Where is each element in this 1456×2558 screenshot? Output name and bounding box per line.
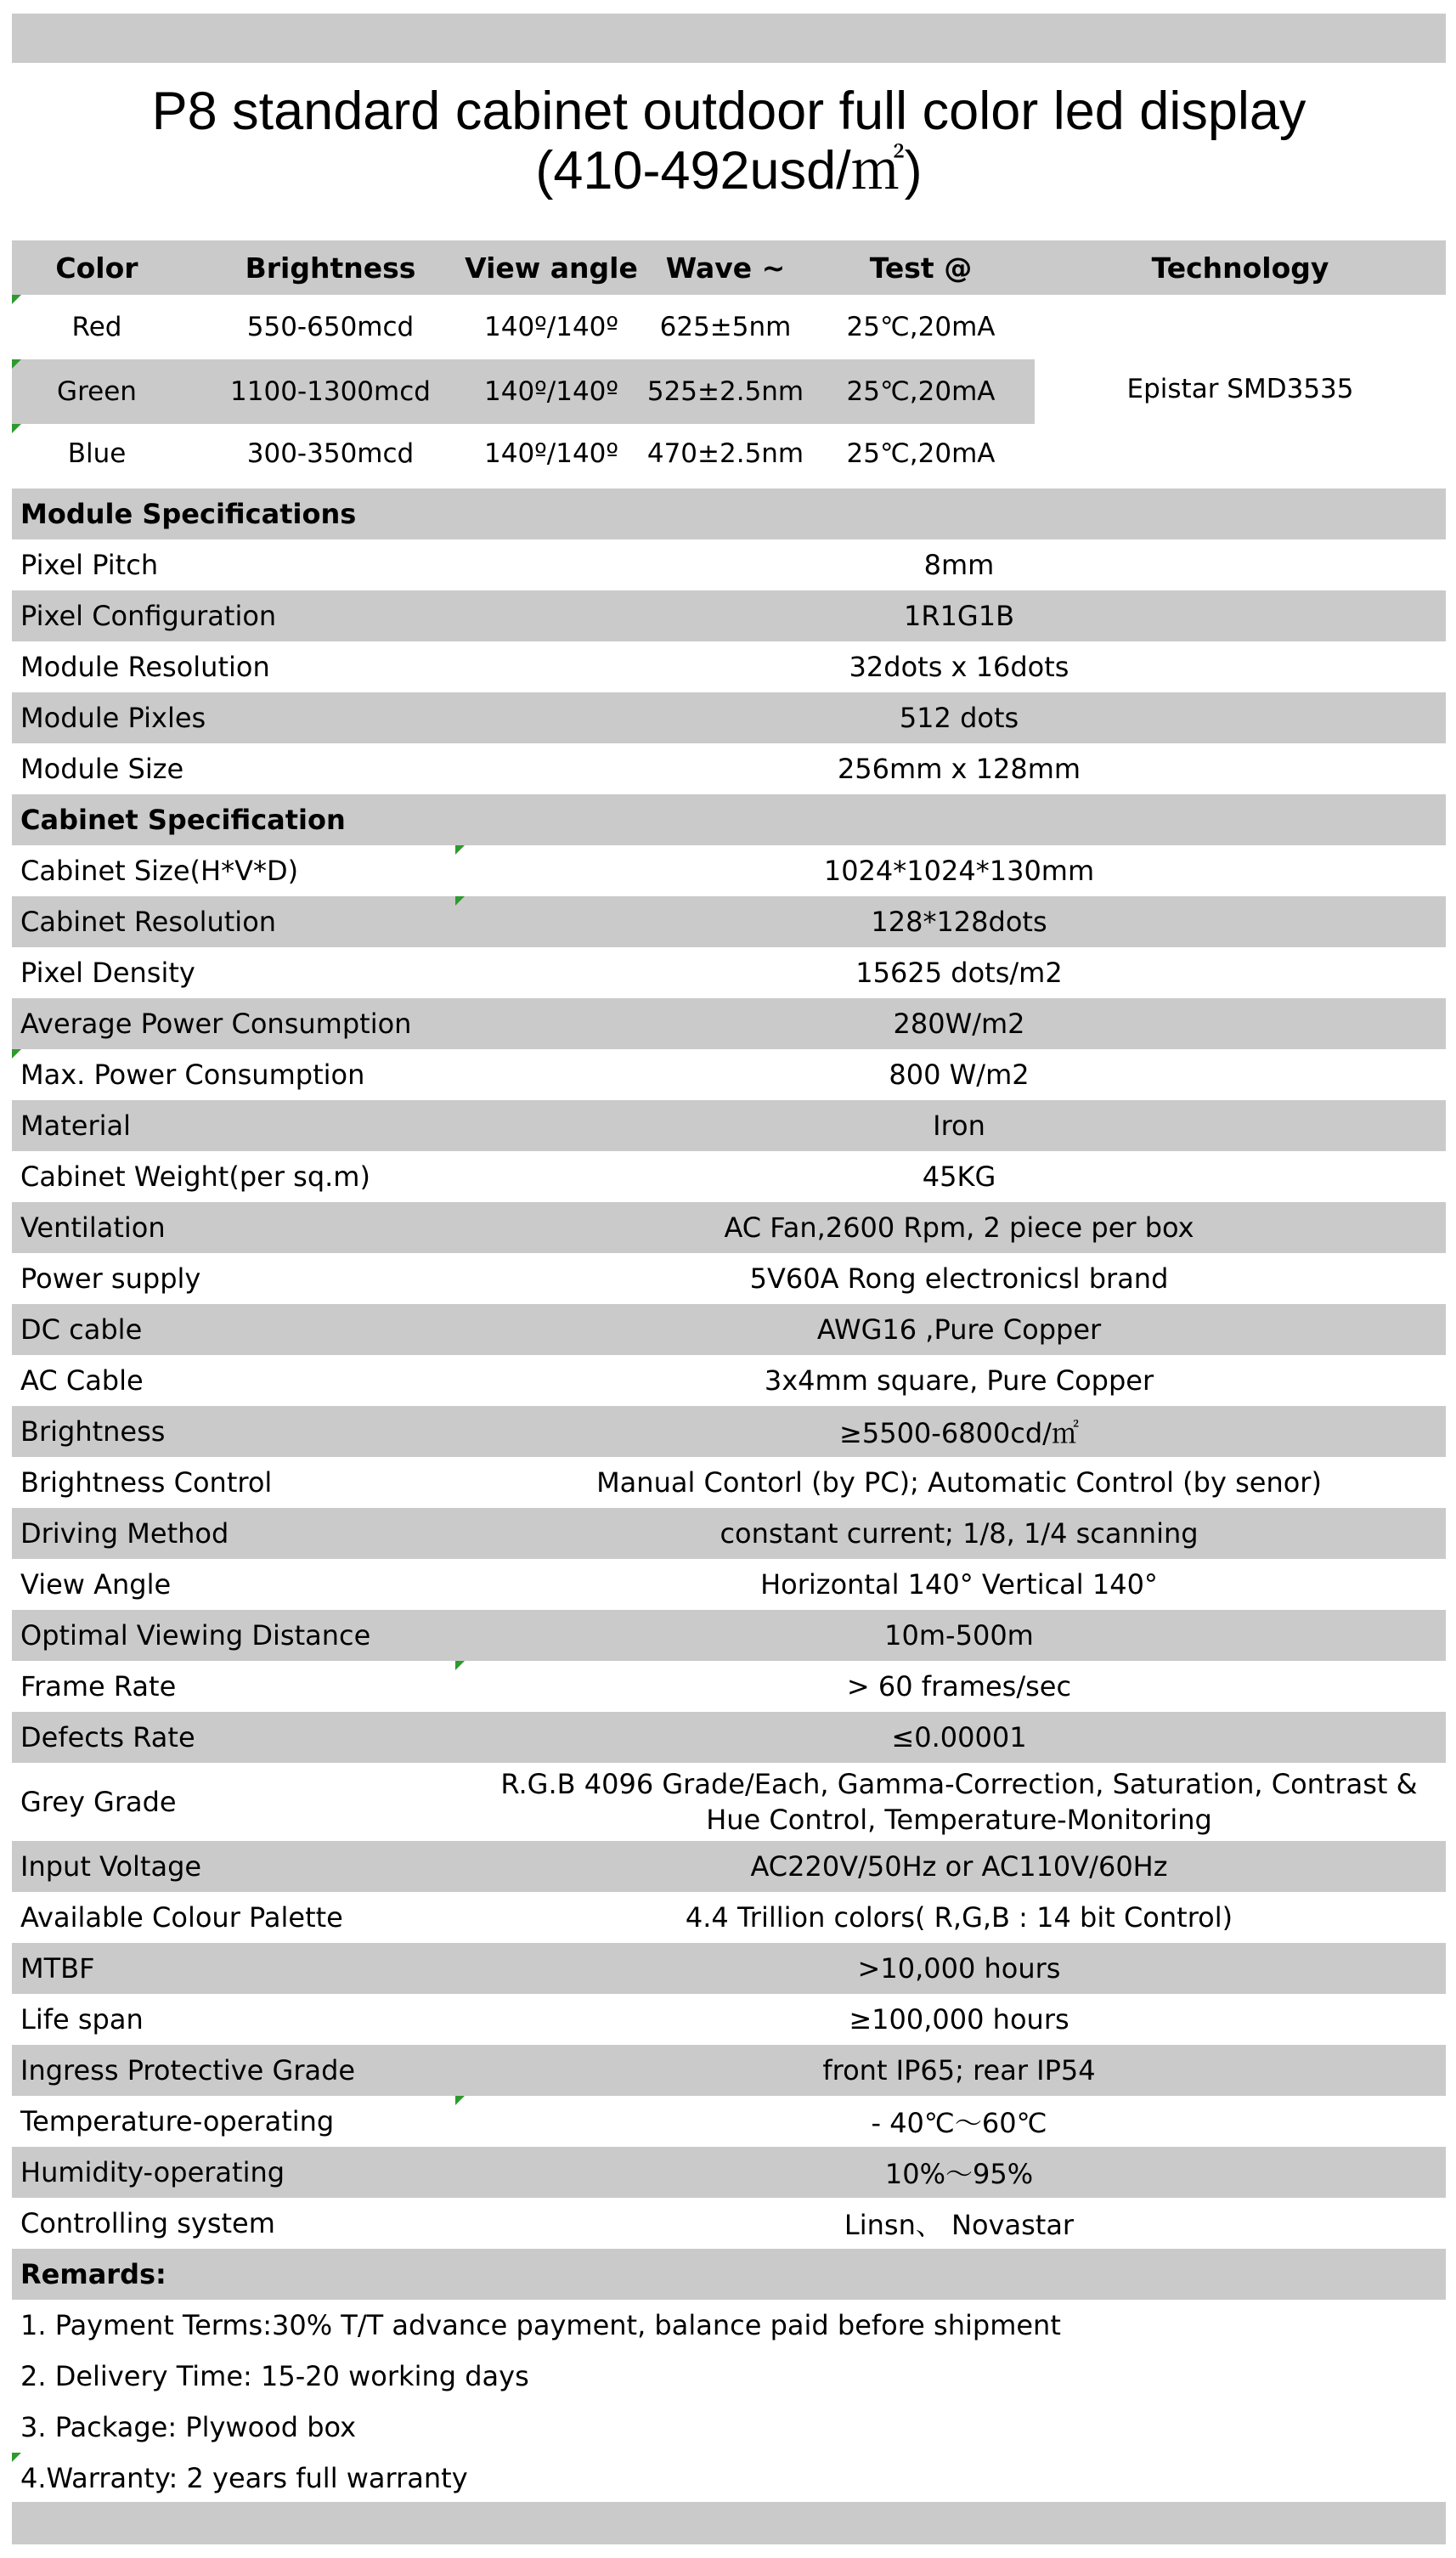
section-title: Module Specifications [20, 498, 357, 530]
remark-text: 3. Package: Plywood box [20, 2411, 357, 2443]
spec-label: Pixel Density [20, 957, 195, 989]
spec-label: Ingress Protective Grade [20, 2054, 356, 2086]
title-line-2: (410-492usd/㎡) [535, 141, 923, 200]
spec-label: Humidity-operating [20, 2156, 285, 2188]
spec-row [12, 1457, 1446, 1508]
spec-label: Grey Grade [20, 1786, 177, 1818]
spec-row [12, 1661, 1446, 1712]
spec-value: 1R1G1B [903, 600, 1015, 632]
spec-label: Input Voltage [20, 1850, 202, 1883]
spec-row [12, 2096, 1446, 2147]
spec-label: Module Pixles [20, 702, 206, 734]
spec-row [12, 1049, 1446, 1100]
page-title [12, 82, 1446, 200]
spec-label: Module Size [20, 753, 184, 785]
spec-label: MTBF [20, 1952, 95, 1985]
led-row-green [12, 359, 1035, 424]
led-view-angle: 140º/140º [484, 312, 618, 342]
led-color: Red [71, 312, 122, 342]
spec-row [12, 1508, 1446, 1559]
header-technology: Technology [1151, 251, 1329, 285]
header-color: Color [55, 251, 138, 285]
led-table-header [12, 240, 1446, 295]
remark-row [12, 2351, 1446, 2402]
spec-label: Module Resolution [20, 651, 270, 683]
remark-row [12, 2453, 1446, 2504]
led-brightness: 550-650mcd [246, 312, 415, 342]
spec-row [12, 845, 1446, 896]
spec-label: Controlling system [20, 2207, 275, 2239]
remark-text: 2. Delivery Time: 15-20 working days [20, 2360, 529, 2392]
spec-label: Pixel Pitch [20, 549, 159, 581]
spec-row [12, 692, 1446, 743]
spec-row [12, 2045, 1446, 2096]
spec-value: 1024*1024*130mm [823, 855, 1095, 887]
spec-row [12, 1253, 1446, 1304]
spec-label: Pixel Configuration [20, 600, 277, 632]
spec-value: front IP65; rear IP54 [822, 2054, 1096, 2086]
top-band [12, 14, 1446, 63]
spec-value: Horizontal 140° Vertical 140° [760, 1568, 1158, 1601]
spec-value: 10%～95% [884, 2158, 1034, 2190]
spec-label: DC cable [20, 1313, 143, 1346]
spec-label: Cabinet Weight(per sq.m) [20, 1160, 370, 1193]
led-view-angle: 140º/140º [484, 376, 618, 407]
spec-label: Brightness [20, 1415, 166, 1448]
led-color: Green [57, 376, 137, 407]
spec-row [12, 2147, 1446, 2198]
spec-value: 8mm [923, 549, 995, 581]
spec-label: Cabinet Resolution [20, 906, 277, 938]
spec-value: constant current; 1/8, 1/4 scanning [720, 1517, 1199, 1550]
spec-row [12, 1202, 1446, 1253]
section-title: Remards: [20, 2258, 166, 2290]
cell-marker [455, 845, 465, 855]
spec-value: - 40℃～60℃ [871, 2107, 1047, 2139]
spec-row [12, 1151, 1446, 1202]
spec-row [12, 641, 1446, 692]
spec-value: Linsn、 Novastar [844, 2209, 1075, 2241]
spec-row [12, 896, 1446, 947]
spec-value: AC220V/50Hz or AC110V/60Hz [750, 1850, 1168, 1883]
spec-row [12, 1892, 1446, 1943]
led-test: 25℃,20mA [846, 376, 996, 407]
spec-label: Temperature-operating [20, 2105, 335, 2137]
spec-value: 280W/m2 [893, 1008, 1025, 1040]
spec-label: Ventilation [20, 1211, 166, 1244]
spec-row [12, 1304, 1446, 1355]
led-brightness: 300-350mcd [246, 438, 415, 469]
remark-text: 4.Warranty: 2 years full warranty [20, 2462, 468, 2494]
cell-marker [455, 2096, 465, 2105]
spec-label: Max. Power Consumption [20, 1059, 365, 1091]
led-technology: Epistar SMD3535 [1126, 373, 1354, 404]
spec-value: > 60 frames/sec [846, 1670, 1072, 1703]
spec-row [12, 743, 1446, 794]
spec-value: Manual Contorl (by PC); Automatic Control (by senor) [596, 1466, 1322, 1499]
spec-label: Driving Method [20, 1517, 229, 1550]
spec-value: 32dots x 16dots [849, 651, 1069, 683]
spec-label: Defects Rate [20, 1721, 195, 1753]
section-title: Cabinet Specification [20, 804, 346, 836]
remark-row [12, 2402, 1446, 2453]
spec-row [12, 1406, 1446, 1457]
spec-value: 512 dots [899, 702, 1019, 734]
section-header-cabinet [12, 794, 1446, 845]
led-test: 25℃,20mA [846, 312, 996, 342]
spec-value: AWG16 ,Pure Copper [816, 1313, 1102, 1346]
spec-row [12, 947, 1446, 998]
bottom-band [12, 2502, 1446, 2544]
spec-label: Available Colour Palette [20, 1901, 343, 1934]
spec-row [12, 1559, 1446, 1610]
spec-value: 800 W/m2 [889, 1059, 1030, 1091]
spec-value: 128*128dots [871, 906, 1047, 938]
led-wave: 525±2.5nm [646, 376, 804, 407]
led-test: 25℃,20mA [846, 438, 996, 469]
spec-value: R.G.B 4096 Grade/Each, Gamma-Correction, Saturation, Contrast & Hue Control, Temperature-Monitoring [500, 1768, 1418, 1836]
spec-label: Power supply [20, 1262, 201, 1295]
cell-marker [455, 896, 465, 906]
spec-row [12, 998, 1446, 1049]
spec-value: 45KG [922, 1160, 996, 1193]
spec-row [12, 539, 1446, 590]
led-wave: 625±5nm [659, 312, 792, 342]
spec-value: 4.4 Trillion colors( R,G,B : 14 bit Control) [685, 1901, 1233, 1934]
spec-label: Optimal Viewing Distance [20, 1619, 371, 1652]
spec-row [12, 1712, 1446, 1763]
spec-value: 5V60A Rong electronicsl brand [749, 1262, 1169, 1295]
spec-label: Life span [20, 2003, 144, 2036]
remark-row [12, 2300, 1446, 2351]
header-test: Test @ [869, 251, 973, 285]
led-brightness: 1100-1300mcd [230, 376, 431, 407]
spec-label: AC Cable [20, 1364, 144, 1397]
spec-value: ≤0.00001 [891, 1721, 1027, 1753]
spec-row [12, 1841, 1446, 1892]
spec-label: Brightness Control [20, 1466, 273, 1499]
spec-label: Frame Rate [20, 1670, 177, 1703]
spec-label: Cabinet Size(H*V*D) [20, 855, 299, 887]
section-header-module [12, 488, 1446, 539]
header-brightness: Brightness [245, 251, 416, 285]
led-color-table [12, 240, 1446, 483]
spec-row [12, 1943, 1446, 1994]
led-color: Blue [67, 438, 127, 469]
spec-value: 10m-500m [884, 1619, 1034, 1652]
spec-row [12, 1994, 1446, 2045]
spec-value: Iron [933, 1110, 985, 1142]
spec-value: ≥5500-6800cd/㎡ [839, 1417, 1079, 1449]
cell-marker [455, 1661, 465, 1670]
spec-row [12, 2198, 1446, 2249]
led-wave: 470±2.5nm [646, 438, 804, 469]
section-header-remarks [12, 2249, 1446, 2300]
spec-label: View Angle [20, 1568, 172, 1601]
spec-value: 3x4mm square, Pure Copper [764, 1364, 1154, 1397]
spec-value: 15625 dots/m2 [855, 957, 1063, 989]
led-row-red [12, 295, 1035, 359]
spec-label: Average Power Consumption [20, 1008, 412, 1040]
spec-value: AC Fan,2600 Rpm, 2 piece per box [724, 1211, 1194, 1244]
spec-row [12, 1100, 1446, 1151]
spec-row [12, 590, 1446, 641]
spec-label: Material [20, 1110, 131, 1142]
spec-value: ≥100,000 hours [849, 2003, 1069, 2036]
led-view-angle: 140º/140º [484, 438, 618, 469]
header-view-angle: View angle [465, 251, 638, 285]
header-wave: Wave ~ [665, 251, 786, 285]
spec-row [12, 1610, 1446, 1661]
led-row-blue [12, 424, 1035, 483]
title-line-1: P8 standard cabinet outdoor full color led display [151, 82, 1306, 141]
spec-row [12, 1355, 1446, 1406]
spec-value: 256mm x 128mm [837, 753, 1081, 785]
spec-row [12, 1763, 1446, 1841]
spec-value: >10,000 hours [857, 1952, 1061, 1985]
remark-text: 1. Payment Terms:30% T/T advance payment, balance paid before shipment [20, 2309, 1061, 2341]
